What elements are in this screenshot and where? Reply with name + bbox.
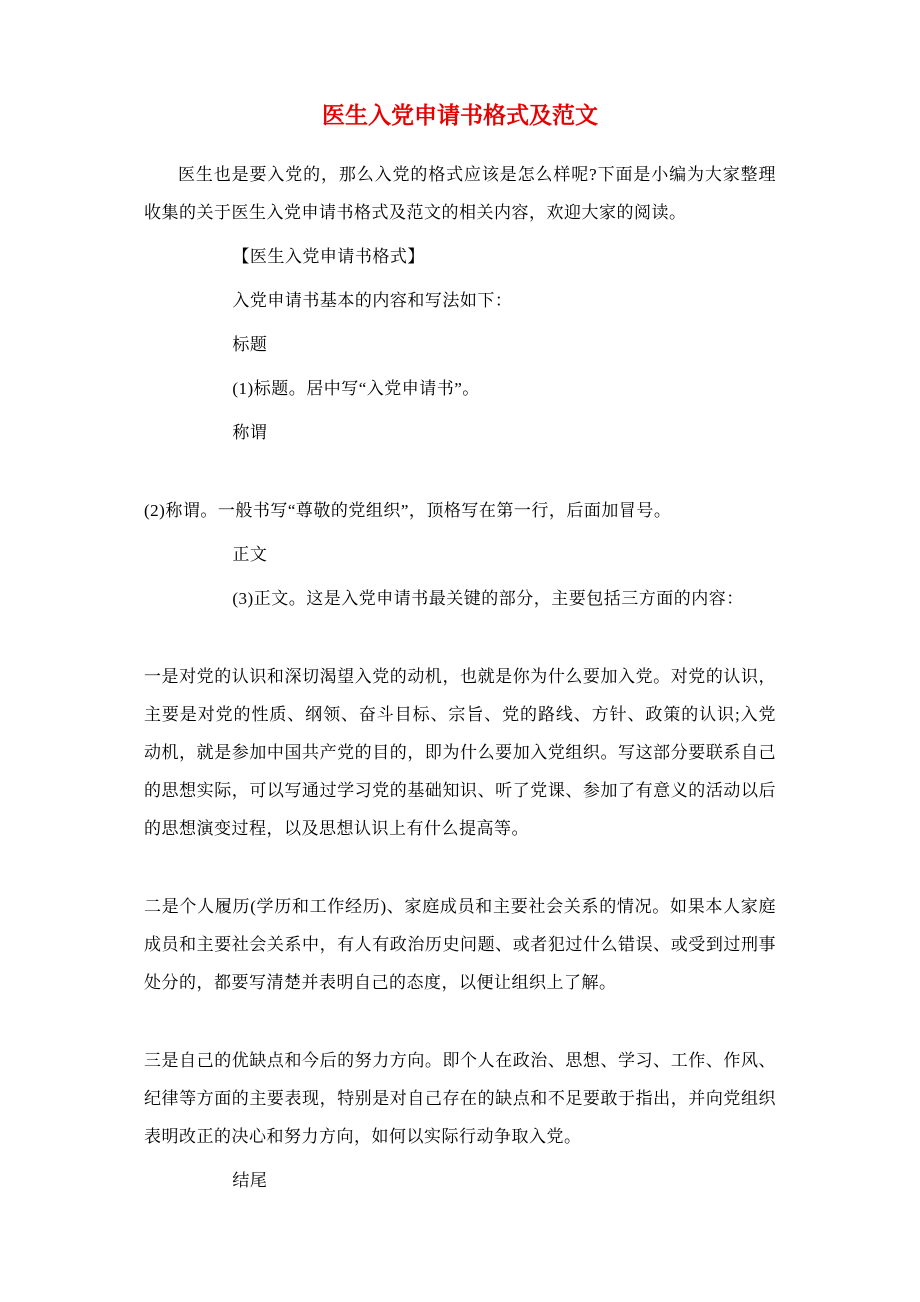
intro-paragraph: 医生也是要入党的，那么入党的格式应该是怎么样呢?下面是小编为大家整理收集的关于医生入党申请书格式及范文的相关内容，欢迎大家的阅读。 [144, 165, 776, 223]
content-point-3-paragraph: 三是自己的优缺点和今后的努力方向。即个人在政治、思想、学习、工作、作风、纪律等方面的主要表现，特别是对自己存在的缺点和不足要敢于指出，并向党组织表明改正的决心和努力方向，如何以实际行动争取入党。 [144, 1051, 776, 1147]
subheading-salutation: 称谓 [232, 423, 268, 443]
subheading-body: 正文 [232, 545, 268, 565]
item-3-body-paragraph: (3)正文。这是入党申请书最关键的部分，主要包括三方面的内容： [232, 589, 744, 609]
format-intro-line: 入党申请书基本的内容和写法如下： [232, 291, 513, 311]
subheading-title: 标题 [232, 335, 268, 355]
content-point-1-paragraph: 一是对党的认识和深切渴望入党的动机，也就是你为什么要加入党。对党的认识，主要是对党的性质、纲领、奋斗目标、宗旨、党的路线、方针、政策的认识;入党动机，就是参加中国共产党的目的，即为什么要加入党组织。写这部分要联系自己的思想实际，可以写通过学习党的基础知识、听了党课、参加了有意义的活动以后的思想演变过程，以及思想认识上有什么提高等。 [144, 667, 776, 839]
content-point-2-paragraph: 二是个人履历(学历和工作经历)、家庭成员和主要社会关系的情况。如果本人家庭成员和主要社会关系中，有人有政治历史问题、或者犯过什么错误、或受到过刑事处分的，都要写清楚并表明自己的态度，以便让组织上了解。 [144, 897, 776, 993]
format-section-heading: 【医生入党申请书格式】 [232, 247, 425, 267]
item-1-title-paragraph: (1)标题。居中写“入党申请书”。 [232, 379, 480, 399]
document-title: 医生入党申请书格式及范文 [322, 103, 598, 128]
item-2-salutation-paragraph: (2)称谓。一般书写“尊敬的党组织”，顶格写在第一行，后面加冒号。 [144, 501, 672, 521]
subheading-ending: 结尾 [232, 1171, 268, 1191]
